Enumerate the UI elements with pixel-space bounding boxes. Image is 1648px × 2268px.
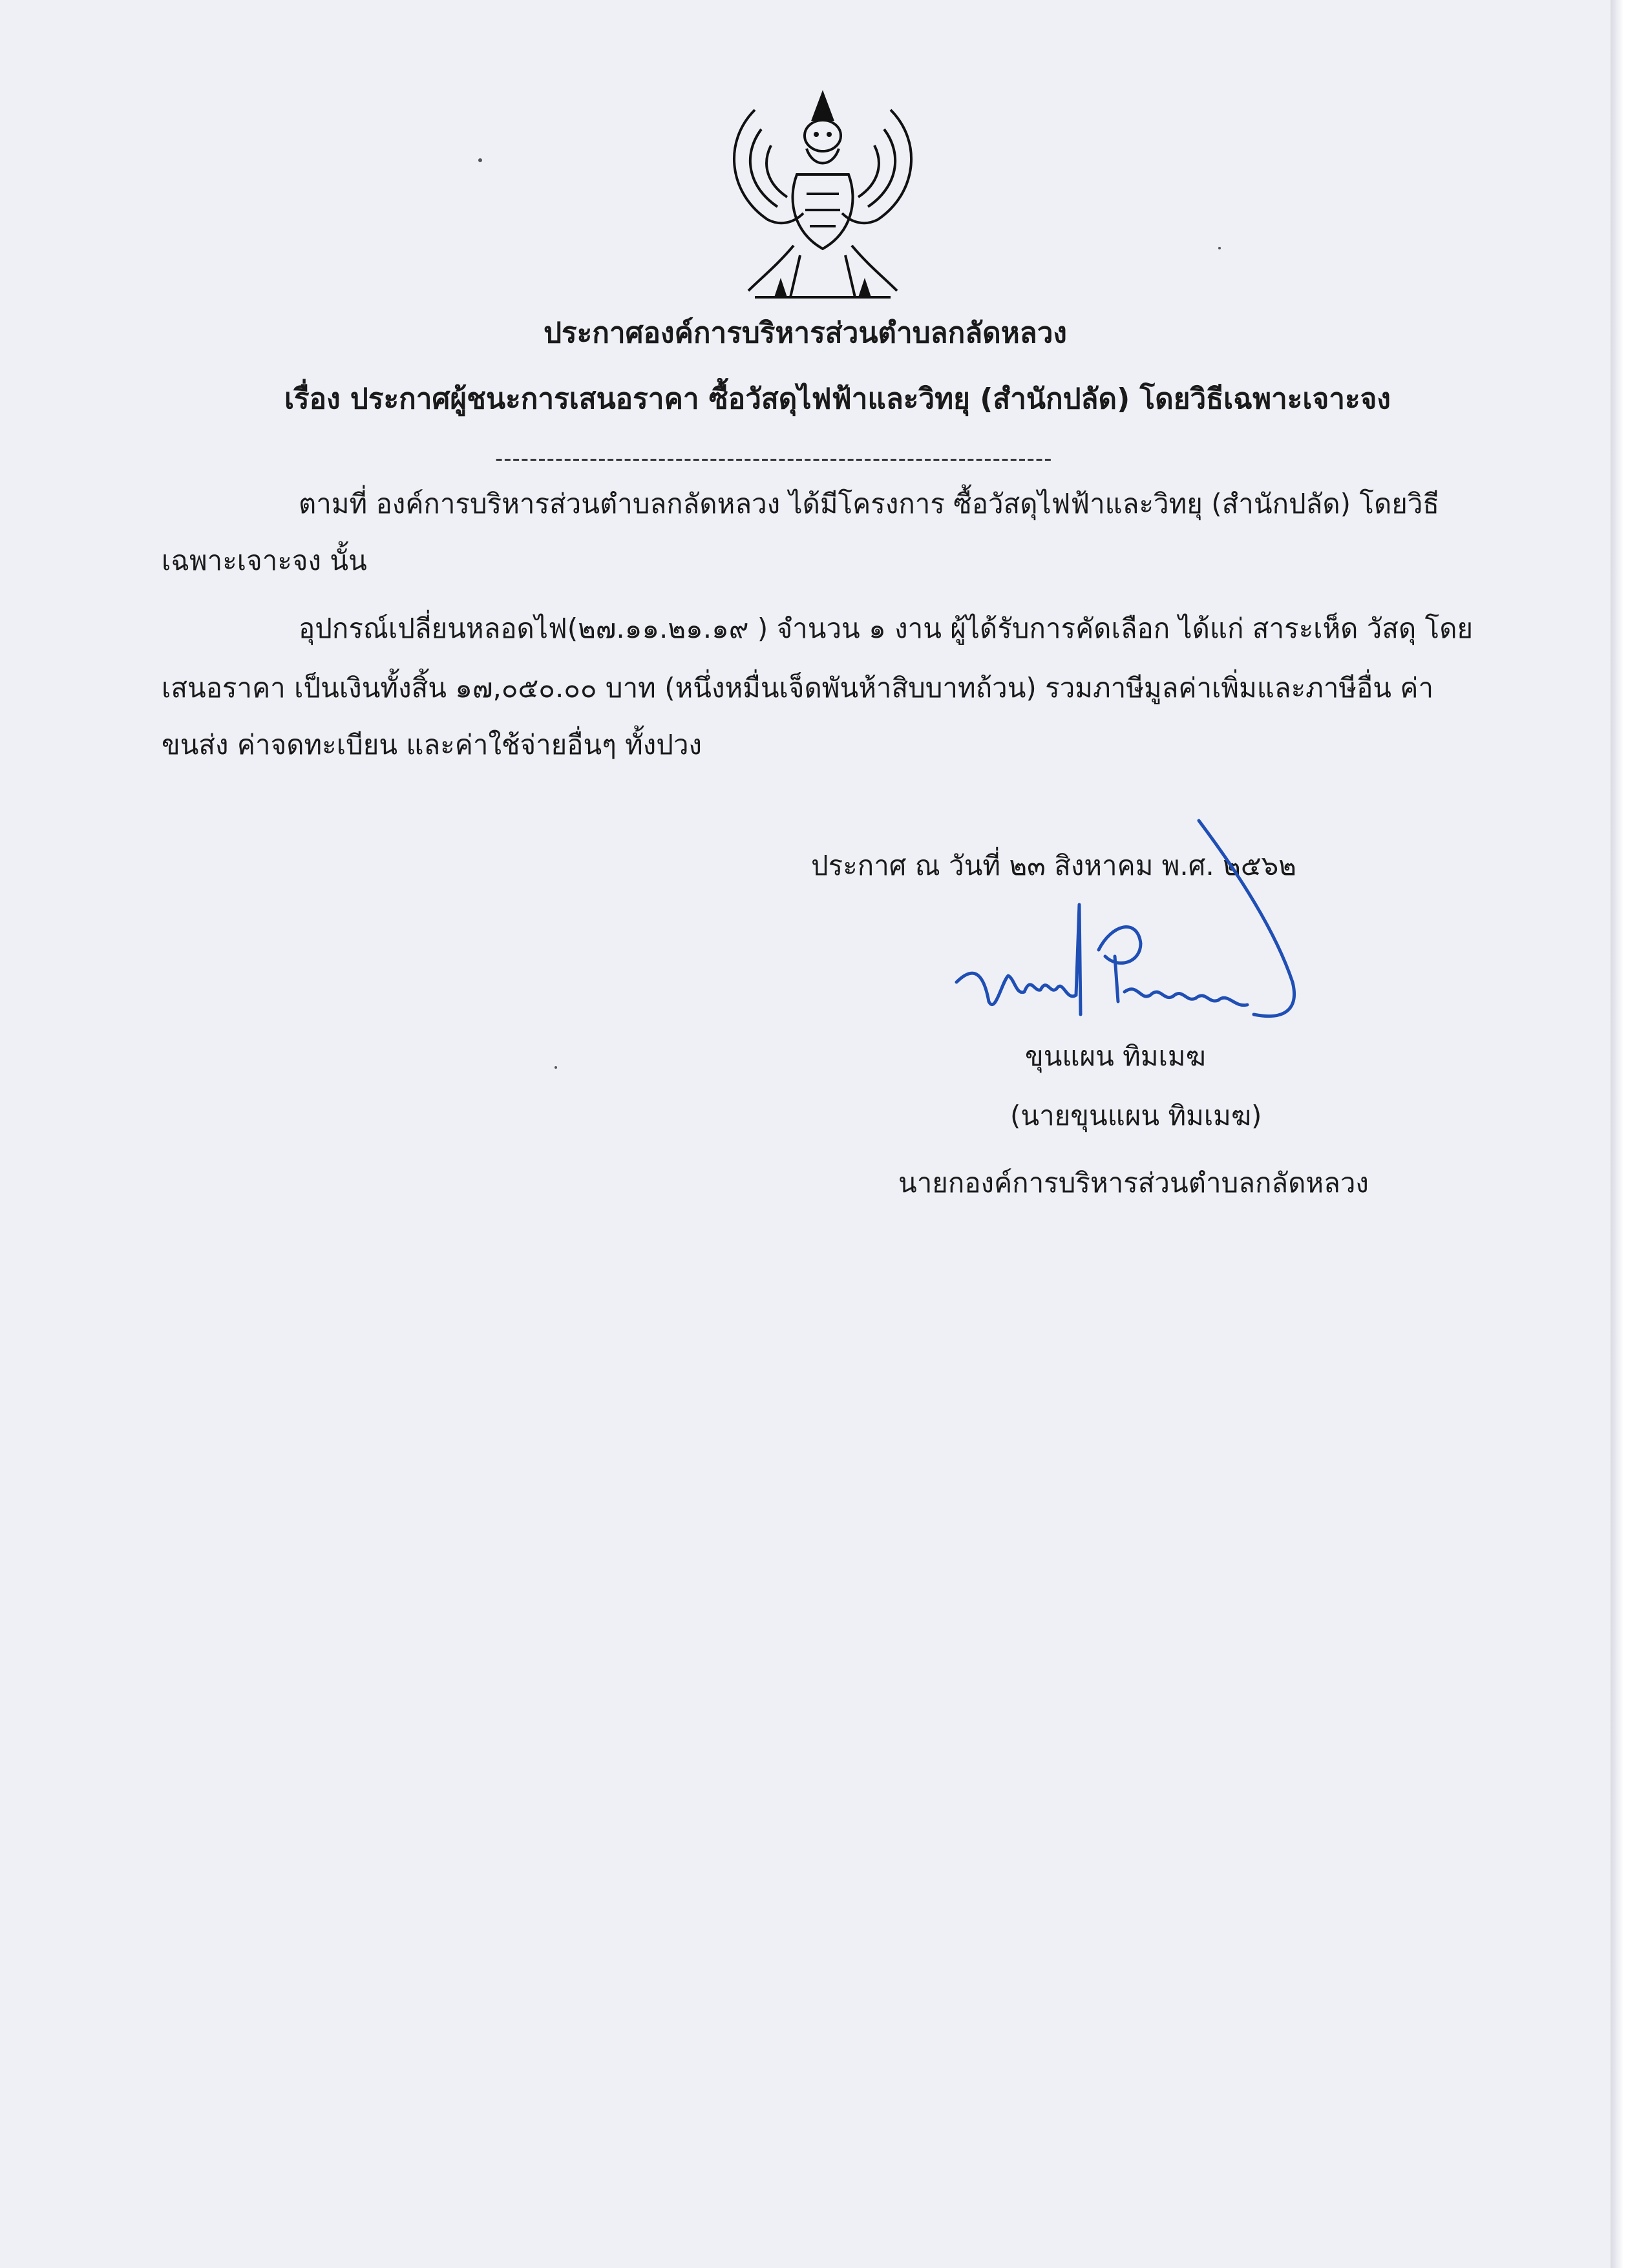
- scan-speck: [555, 1066, 557, 1069]
- paragraph-2-line-1: อุปกรณ์เปลี่ยนหลอดไฟ(๒๗.๑๑.๒๑.๑๙ ) จำนวน ๑ งาน ผู้ได้รับการคัดเลือก ได้แก่ สาระเห็ด วัสดุ โดย: [299, 613, 1474, 644]
- scan-margin: [1611, 0, 1648, 2268]
- garuda-emblem-icon: [716, 84, 929, 317]
- signer-title: นายกองค์การบริหารส่วนตำบลกลัดหลวง: [898, 1167, 1369, 1199]
- paragraph-2-line-2: เสนอราคา เป็นเงินทั้งสิ้น ๑๗,๐๕๐.๐๐ บาท (หนึ่งหมื่นเจ็ดพันห้าสิบบาทถ้วน) รวมภาษีมูลค่าเพิ่มและภาษีอื่น ค่า: [162, 672, 1434, 704]
- paragraph-1-line-1: ตามที่ องค์การบริหารส่วนตำบลกลัดหลวง ได้มีโครงการ ซื้อวัสดุไฟฟ้าและวิทยุ (สำนักปลัด) โดยวิธี: [299, 488, 1440, 520]
- scan-speck: [1218, 247, 1221, 249]
- scan-speck: [478, 158, 482, 162]
- signer-name: ขุนแผน ทิมเมฆ: [1025, 1040, 1206, 1072]
- separator-rule: -----------------------------------------------------------------: [495, 446, 1053, 472]
- paragraph-1-line-2: เฉพาะเจาะจง นั้น: [162, 545, 367, 576]
- signer-full-name: (นายขุนแผน ทิมเมฆ): [1010, 1100, 1262, 1131]
- document-subject: เรื่อง ประกาศผู้ชนะการเสนอราคา ซื้อวัสดุไฟฟ้าและวิทยุ (สำนักปลัด) โดยวิธีเฉพาะเจาะจง: [284, 383, 1391, 415]
- announcement-date: ประกาศ ณ วันที่ ๒๓ สิงหาคม พ.ศ. ๒๕๖๒: [811, 850, 1296, 881]
- handwritten-signature: [944, 808, 1312, 1040]
- paragraph-2-line-3: ขนส่ง ค่าจดทะเบียน และค่าใช้จ่ายอื่นๆ ทั้งปวง: [162, 729, 703, 761]
- document-title: ประกาศองค์การบริหารส่วนตำบลกลัดหลวง: [544, 317, 1067, 350]
